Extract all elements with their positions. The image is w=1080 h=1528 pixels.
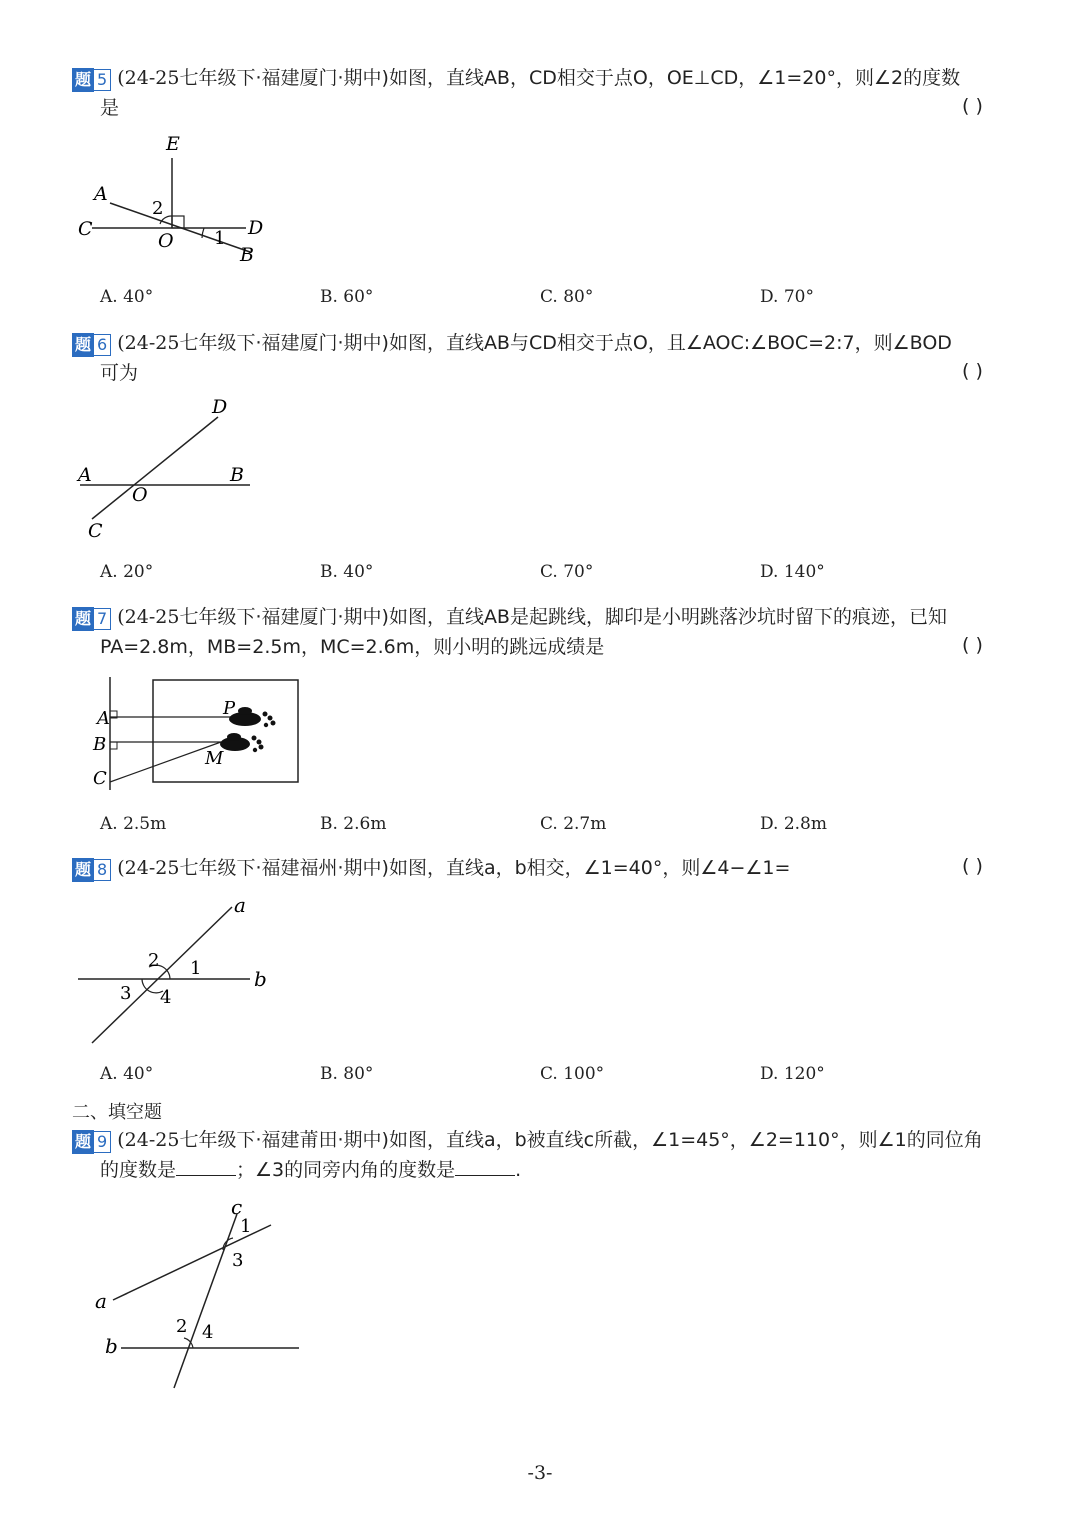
question-badge: 题 9: [72, 1126, 111, 1156]
question-badge: 题 7: [72, 603, 111, 633]
question-tag: 七年级下·福建厦门·期中): [179, 606, 389, 628]
question-tag: 七年级下·福建莆田·期中): [179, 1129, 389, 1151]
figure-q6: [70, 395, 270, 545]
footprint-icon: [229, 707, 276, 727]
answer-parentheses: ( ): [962, 634, 983, 656]
label-c: c: [231, 1195, 243, 1219]
label-A: A: [78, 464, 92, 486]
angle-1-label: 1: [214, 228, 226, 249]
label-D: D: [212, 396, 228, 418]
option-d[interactable]: D. 2.8m: [760, 814, 827, 834]
angle-3-label: 3: [232, 1250, 244, 1271]
option-b[interactable]: B. 2.6m: [320, 814, 387, 834]
question-tag: 七年级下·福建福州·期中): [179, 857, 389, 879]
question-badge: 题 8: [72, 854, 111, 884]
angle-2-label: 2: [176, 1316, 188, 1337]
question-7-header: [72, 602, 1022, 633]
label-B: B: [93, 734, 107, 755]
question-9-line2: 的度数是 ；∠3的同旁内角的度数是 .: [100, 1159, 522, 1181]
question-tag: 七年级下·福建厦门·期中): [179, 332, 389, 354]
question-9-header: [72, 1125, 1022, 1156]
figure-q8: [70, 893, 280, 1053]
angle-2-label: 2: [148, 950, 160, 971]
option-a[interactable]: A. 40°: [100, 1064, 154, 1084]
option-c[interactable]: C. 80°: [540, 287, 594, 307]
label-B: B: [240, 244, 254, 266]
footprint-icon: [220, 733, 264, 752]
question-text: 如图，直线AB，CD相交于点O，OE⊥CD，∠1=20°，则∠2的度数: [388, 67, 961, 89]
label-C: C: [88, 520, 103, 542]
question-6-line2: 可为: [100, 362, 139, 384]
angle-4-label: 4: [160, 987, 172, 1008]
question-text: 如图，直线a，b被直线c所截，∠1=45°，∠2=110°，则∠1的同位角: [388, 1129, 983, 1151]
question-source: (24-25: [117, 1129, 180, 1151]
option-c[interactable]: C. 70°: [540, 562, 594, 582]
figure-q9: [85, 1192, 315, 1397]
answer-blank-2[interactable]: [455, 1157, 515, 1176]
question-text: 如图，直线AB是起跳线，脚印是小明跳落沙坑时留下的痕迹，已知: [388, 606, 947, 628]
label-A: A: [97, 708, 110, 729]
option-d[interactable]: D. 70°: [760, 287, 814, 307]
question-6-header: [72, 328, 1022, 359]
label-O: O: [132, 484, 148, 506]
angle-1-label: 1: [240, 1216, 252, 1237]
question-5-header: [72, 63, 1022, 94]
label-O: O: [158, 230, 174, 252]
label-B: B: [230, 464, 244, 486]
option-a[interactable]: A. 40°: [100, 287, 154, 307]
answer-parentheses: ( ): [962, 360, 983, 382]
angle-2-label: 2: [152, 198, 164, 219]
option-a[interactable]: A. 2.5m: [100, 814, 167, 834]
angle-1-label: 1: [190, 958, 202, 979]
option-b[interactable]: B. 60°: [320, 287, 374, 307]
question-source: (24-25: [117, 606, 180, 628]
label-M: M: [205, 748, 224, 769]
option-b[interactable]: B. 80°: [320, 1064, 374, 1084]
angle-4-label: 4: [202, 1322, 214, 1343]
question-source: (24-25: [117, 857, 180, 879]
question-8-header: [72, 853, 1022, 884]
label-b: b: [254, 967, 267, 991]
label-E: E: [166, 133, 180, 155]
question-source: (24-25: [117, 332, 180, 354]
question-7-line2: PA=2.8m，MB=2.5m，MC=2.6m，则小明的跳远成绩是: [100, 636, 605, 658]
option-d[interactable]: D. 140°: [760, 562, 825, 582]
question-tag: 七年级下·福建厦门·期中): [179, 67, 389, 89]
option-d[interactable]: D. 120°: [760, 1064, 825, 1084]
question-5-line2: 是: [100, 97, 120, 119]
answer-parentheses: ( ): [962, 95, 983, 117]
angle-3-label: 3: [120, 983, 132, 1004]
question-source: (24-25: [117, 67, 180, 89]
figure-q7: [85, 672, 305, 797]
question-text: 如图，直线AB与CD相交于点O，且∠AOC:∠BOC=2:7，则∠BOD: [388, 332, 952, 354]
label-a: a: [234, 893, 246, 917]
label-b: b: [105, 1334, 118, 1358]
option-b[interactable]: B. 40°: [320, 562, 374, 582]
option-c[interactable]: C. 100°: [540, 1064, 605, 1084]
option-a[interactable]: A. 20°: [100, 562, 154, 582]
question-badge: 题 6: [72, 329, 111, 359]
question-text: 如图，直线a，b相交，∠1=40°，则∠4−∠1=: [388, 857, 791, 879]
label-D: D: [248, 217, 264, 239]
label-P: P: [223, 698, 236, 719]
label-C: C: [93, 768, 107, 789]
label-a: a: [95, 1289, 107, 1313]
question-badge: 题 5: [72, 64, 111, 94]
option-c[interactable]: C. 2.7m: [540, 814, 607, 834]
page-number: -3-: [527, 1462, 553, 1484]
figure-q5: [70, 128, 290, 273]
label-A: A: [94, 183, 108, 205]
answer-parentheses: ( ): [962, 855, 983, 877]
label-C: C: [78, 218, 93, 240]
answer-blank-1[interactable]: [176, 1157, 236, 1176]
section-title: 二、填空题: [72, 1102, 162, 1123]
